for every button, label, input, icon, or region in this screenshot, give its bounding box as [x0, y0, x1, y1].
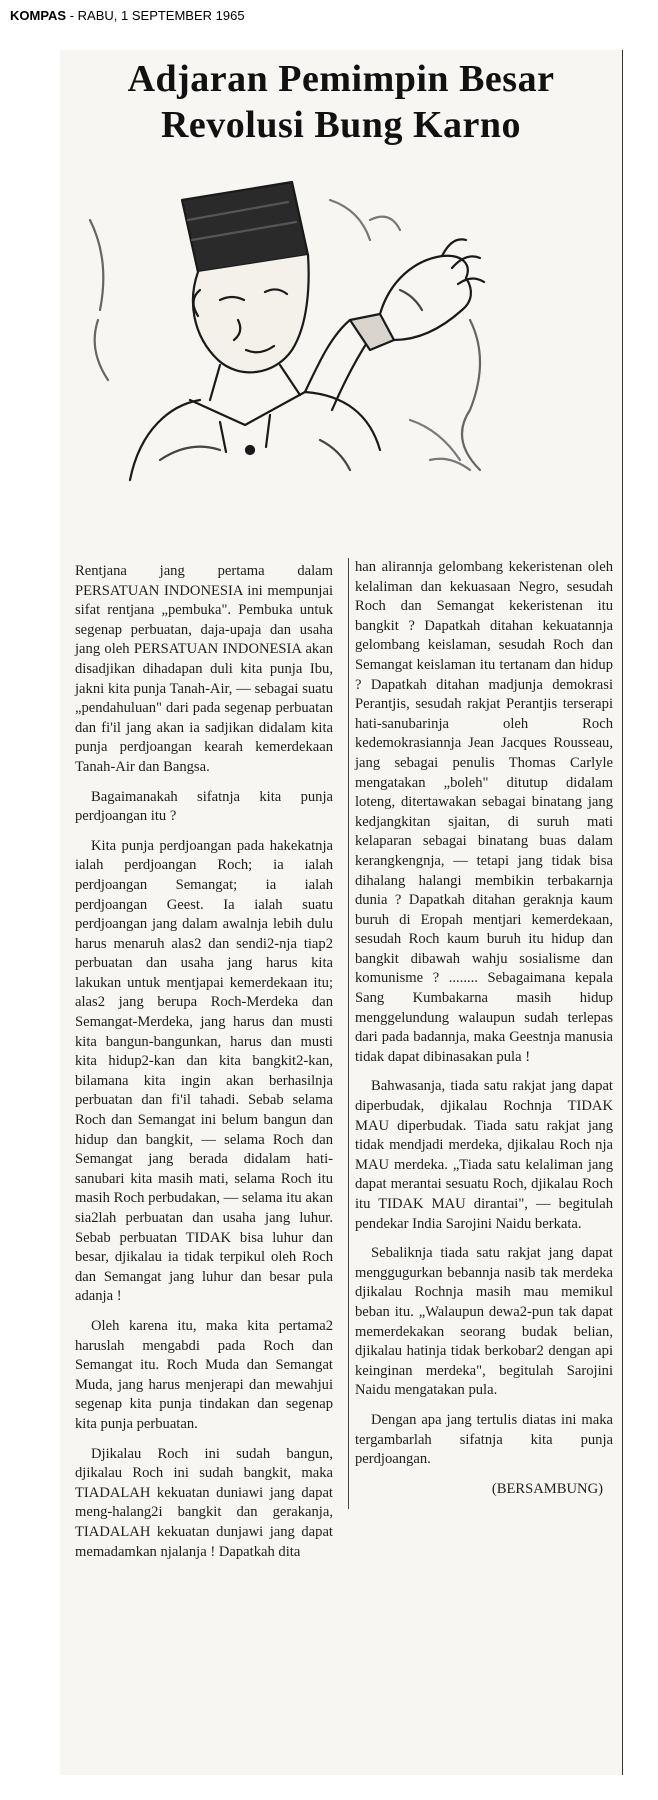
paragraph: Kita punja perdjoangan pada hakekatnja ialah perdjoangan Roch; ia ialah perdjoangan Semangat; ia ialah perdjoangan Geest. Ia ialah suatu perdjoangan jang dalam awalnja lebih dulu harus menaruh alas2 dan sendi2-nja tiap2 perbuatan dan usaha jang harus kita lakukan untuk mentjapai kemerdekaan itu; alas2 jang berupa Roch-Merdeka dan Semangat-Merdeka, jang harus dan musti kita bangun-bangunkan, harus dan musti kita hidup2-kan dan kita bangkit2-kan, bilamana kita ingin akan berhasilnja perbuatan dan fi'il tahadi. Sebab selama Roch dan Semangat ini belum bangun dan hidup dan bangkit, — selama Roch dan Semangat jang berada didalam hati-sanubari kita masih mati, selama Roch itu masih Roch perbudakan, — selama itu akan sia2lah perbuatan dan usaha jang luhur. Sebab perbuatan TIDAK bisa luhur dan besar, djikalau ia tidak terpikul oleh Roch dan Semangat jang luhur dan besar pula adanja ! — [75, 837, 333, 1305]
article-headline — [60, 56, 622, 148]
page-masthead — [10, 8, 245, 23]
paragraph: Bahwasanja, tiada satu rakjat jang dapat diperbudak, djikalau Rochnja TIDAK MAU diperbudak. Tiada satu rakjat jang tidak mendjadi merdeka, djikalau Roch nja MAU merdeka. „Tiada satu kelaliman jang dapat merantai sesuatu Roch, djikalau Roch itu TIDAK MAU dirantai", — begitulah pendekar India Sarojini Naidu berkata. — [355, 1078, 613, 1232]
paragraph: Rentjana jang pertama dalam PERSATUAN INDONESIA ini mempunjai sifat rentjana „pembuka". Pembuka untuk segenap perbuatan, daja-upaja dan usaha jang oleh PERSATUAN INDONESIA akan disadjikan dihadapan duli kita punja Ibu, jakni kita punja Tanah-Air, — sebagai suatu „pendahuluan" dari pada segenap perbuatan dan fi'il jang akan ia sadjikan didalam kita punja perdjoangan kearah kemerdekaan Tanah-Air dan Bangsa. — [75, 563, 333, 775]
paragraph: Oleh karena itu, maka kita pertama2 haruslah mengabdi pada Roch dan Semangat itu. Roch Muda dan Semangat Muda, jang harus menjerapi dan mewahjui segenap kita punja tindakan dan segenap kita punja perbuatan. — [75, 1317, 333, 1432]
paragraph: Dengan apa jang tertulis diatas ini maka tergambarlah sifatnja kita punja perdjoangan. — [355, 1411, 613, 1468]
headline-line-1: Adjaran Pemimpin Besar — [127, 58, 555, 100]
paragraph: Sebaliknja tiada satu rakjat jang dapat menggugurkan bebannja nasib tak merdeka djikalau Rochnja masih mau memikul beban itu. „Walaupun dewa2-pun tak dapat memerdekakan seorang budak belian, djikalau hatinja tidak berkobar2 dengan api keinginan merdeka", begitulah Sarojini Naidu mengatakan pula. — [355, 1245, 613, 1399]
paragraph: Djikalau Roch ini sudah bangun, djikalau Roch ini sudah bangkit, maka TIADALAH kekuatan duniawi jang dapat meng-halang2i bangkit dan gerakanja, TIADALAH kekuatan dunjawi jang dapat memadamkan njalanja ! Dapatkah dita — [75, 1445, 333, 1560]
paragraph: Bagaimanakah sifatnja kita punja perdjoangan itu ? — [75, 788, 333, 825]
paragraph: han alirannja gelombang kekeristenan oleh kelaliman dan kekuasaan Negro, sesudah Roch dan Semangat kekeristenan itu bangkit ? Dapatkah ditahan kekuatannja gelombang keislaman, sesudah Roch dan Semangat keislaman itu tertanam dan hidup ? Dapatkah ditahan madjunja demokrasi Perantjis, sesudah rakjat Perantjis terserapi hati-sanubarinja oleh Roch kedemokrasiannja Jean Jacques Rousseau, jang sebagai penulis Thomas Carlyle mengatakan „boleh" ditutup didalam loteng, ditertawakan sebagai binatang jang kedjangkitan sjaitan, di suruh mati kelaparan sebagai binatang buas dalam kerangkengnja, — tetapi jang tidak bisa dihalang halangi membikin terbakarnja dunia ? Dapatkah ditahan geraknja kaum buruh di Eropah mentjari kemerdekaan, sesudah Roch kaum buruh itu hidup dan bangkit dibawah wahju sosialisme dan komunisme ? ........ Sebagaimana kepala Sang Kumbakarna masih hidup menggelundung walaupun sudah terlepas dari pada badannja, maka Geestnja manusia tidak dapat dibinasakan pula ! — [355, 559, 613, 1065]
continuation-note: (BERSAMBUNG) — [491, 1480, 603, 1497]
article-right-column — [348, 558, 613, 1509]
newspaper-name: KOMPAS — [10, 8, 67, 23]
portrait-illustration — [70, 160, 520, 500]
headline-line-2: Revolusi Bung Karno — [160, 104, 522, 146]
article-left-column — [75, 562, 333, 1572]
issue-date: - RABU, 1 SEPTEMBER 1965 — [66, 8, 245, 23]
